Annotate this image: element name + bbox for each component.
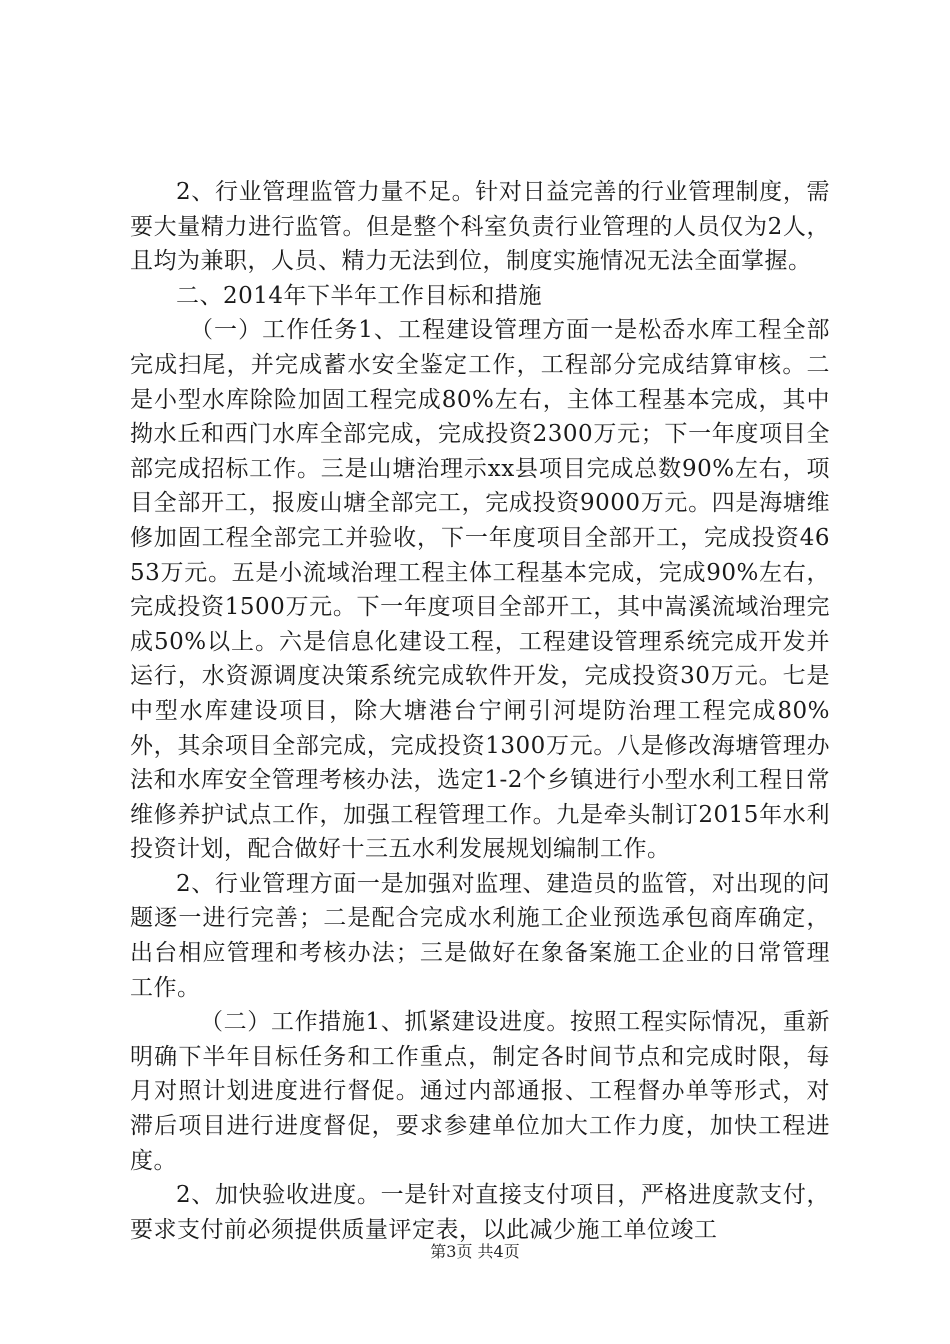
paragraph-work-measures: （二）工作措施1、抓紧建设进度。按照工程实际情况，重新明确下半年目标任务和工作重点，制定各时间节点和完成时限，每月对照计划进度进行督促。通过内部通报、工程督办单等形式，对滞后项目进行进度督促，要求参建单位加大工作力度，加快工程进度。 <box>130 1009 830 1174</box>
page-number-footer: 第3页 共4页 <box>430 1242 520 1261</box>
paragraph-acceptance-progress: 2、加快验收进度。一是针对直接支付项目，严格进度款支付，要求支付前必须提供质量评定表，以此减少施工单位竣工 <box>130 1182 830 1243</box>
paragraph-supervision-shortage: 2、行业管理监管力量不足。针对日益完善的行业管理制度，需要大量精力进行监管。但是整个科室负责行业管理的人员仅为2人，且均为兼职，人员、精力无法到位，制度实施情况无法全面掌握。 <box>130 179 830 275</box>
section-heading-goals: 二、2014年下半年工作目标和措施 <box>176 282 543 309</box>
paragraph-industry-management: 2、行业管理方面一是加强对监理、建造员的监管，对出现的问题逐一进行完善；二是配合完成水利施工企业预选承包商库确定，出台相应管理和考核办法；三是做好在象备案施工企业的日常管理工作。 <box>130 870 830 1001</box>
paragraph-work-tasks: （一）工作任务1、工程建设管理方面一是松岙水库工程全部完成扫尾，并完成蓄水安全鉴定工作，工程部分完成结算审核。二是小型水库除险加固工程完成80%左右，主体工程基本完成，其中拗水丘和西门水库全部完成，完成投资2300万元；下一年度项目全部完成招标工作。三是山塘治理示xx县项目完成总数90%左右，项目全部开工，报废山塘全部完工，完成投资9000万元。四是海塘维修加固工程全部完工并验收，下一年度项目全部开工，完成投资4653万元。五是小流域治理工程主体工程基本完成，完成90%左右，完成投资1500万元。下一年度项目全部开工，其中嵩溪流域治理完成50%以上。六是信息化建设工程，工程建设管理系统完成开发并运行，水资源调度决策系统完成软件开发，完成投资30万元。七是中型水库建设项目，除大塘港台宁闸引河堤防治理工程完成80%外，其余项目全部完成，完成投资1300万元。八是修改海塘管理办法和水库安全管理考核办法，选定1-2个乡镇进行小型水利工程日常维修养护试点工作，加强工程管理工作。九是牵头制订2015年水利投资计划，配合做好十三五水利发展规划编制工作。 <box>130 317 830 863</box>
document-body <box>130 175 830 1247</box>
